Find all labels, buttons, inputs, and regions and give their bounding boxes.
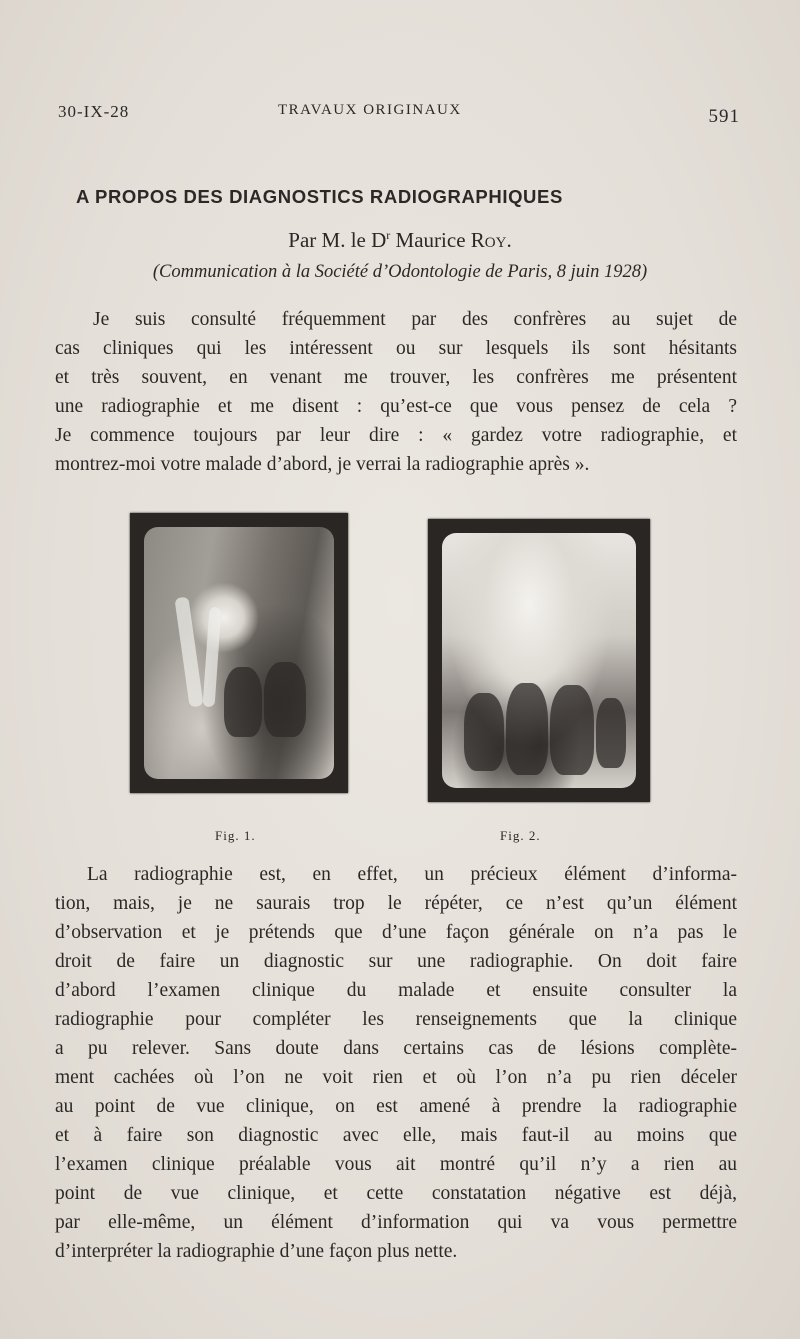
text-line: droit de faire un diagnostic sur une radiographie. On doit faire xyxy=(55,951,737,972)
article-title: A PROPOS DES DIAGNOSTICS RADIOGRAPHIQUES xyxy=(76,186,563,207)
text-line: point de vue clinique, et cette constatation négative est déjà, xyxy=(55,1183,737,1204)
radiograph-image xyxy=(144,527,334,779)
byline-prefix: Par M. le D xyxy=(288,228,387,252)
text-line: ment cachées où l’on ne voit rien et où l’on n’a pu rien déceler xyxy=(55,1067,737,1088)
tooth-root-shape xyxy=(203,607,222,708)
communication-note: (Communication à la Société d’Odontologie de Paris, 8 juin 1928) xyxy=(152,262,648,282)
running-head xyxy=(58,100,740,130)
text-line: une radiographie et me disent : qu’est-ce que vous pensez de cela ? xyxy=(55,396,737,417)
text-line: montrez-moi votre malade d’abord, je verrai la radiographie après ». xyxy=(55,454,590,475)
text-line: radiographie pour compléter les renseignements que la clinique xyxy=(55,1009,737,1030)
figure-1-radiograph xyxy=(130,513,348,793)
text-line: d’abord l’examen clinique du malade et ensuite consulter la xyxy=(55,980,737,1001)
text-line: et très souvent, en venant me trouver, les confrères me présentent xyxy=(55,367,737,388)
text-line: par elle-même, un élément d’information qui va vous permettre xyxy=(55,1212,737,1233)
figure-2-caption: Fig. 2. xyxy=(500,828,541,843)
byline-title-sup: r xyxy=(386,228,391,242)
text-line: La radiographie est, en effet, un précieux élément d’informa- xyxy=(87,864,737,885)
tooth-crown-shape xyxy=(264,662,306,737)
tooth-crown-shape xyxy=(550,685,594,775)
text-line: l’examen clinique préalable vous ait montré qu’il n’y a rien au xyxy=(55,1154,737,1175)
text-line: tion, mais, je ne saurais trop le répéter, ce n’est qu’un élément xyxy=(55,893,737,914)
paragraph-main xyxy=(55,860,737,1266)
issue-date: 30-IX-28 xyxy=(58,102,130,121)
text-line: Je suis consulté fréquemment par des confrères au sujet de xyxy=(93,309,737,330)
tooth-crown-shape xyxy=(596,698,626,768)
byline-first-name: Maurice xyxy=(390,228,471,252)
article-byline xyxy=(0,228,800,253)
figure-1-caption: Fig. 1. xyxy=(215,828,256,843)
text-line: d’observation et je prétends que d’une façon générale on n’a pas le xyxy=(55,922,737,943)
text-line: d’interpréter la radiographie d’une façon plus nette. xyxy=(55,1241,458,1262)
tooth-crown-shape xyxy=(224,667,262,737)
radiograph-image xyxy=(442,533,636,788)
figure-2-radiograph xyxy=(428,519,650,802)
text-line: cas cliniques qui les intéressent ou sur lesquels ils sont hésitants xyxy=(55,338,737,359)
tooth-root-shape xyxy=(174,597,203,708)
paragraph-intro xyxy=(55,305,737,479)
text-line: au point de vue clinique, on est amené à prendre la radiographie xyxy=(55,1096,737,1117)
text-line: Je commence toujours par leur dire : « gardez votre radiographie, et xyxy=(55,425,737,446)
tooth-crown-shape xyxy=(506,683,548,775)
tooth-crown-shape xyxy=(464,693,504,771)
byline-last-name: Roy. xyxy=(470,228,512,252)
text-line: et à faire son diagnostic avec elle, mais faut-il au moins que xyxy=(55,1125,737,1146)
text-line: a pu relever. Sans doute dans certains cas de lésions complète- xyxy=(55,1038,737,1059)
section-title: TRAVAUX ORIGINAUX xyxy=(278,102,462,118)
page-number: 591 xyxy=(708,106,740,127)
